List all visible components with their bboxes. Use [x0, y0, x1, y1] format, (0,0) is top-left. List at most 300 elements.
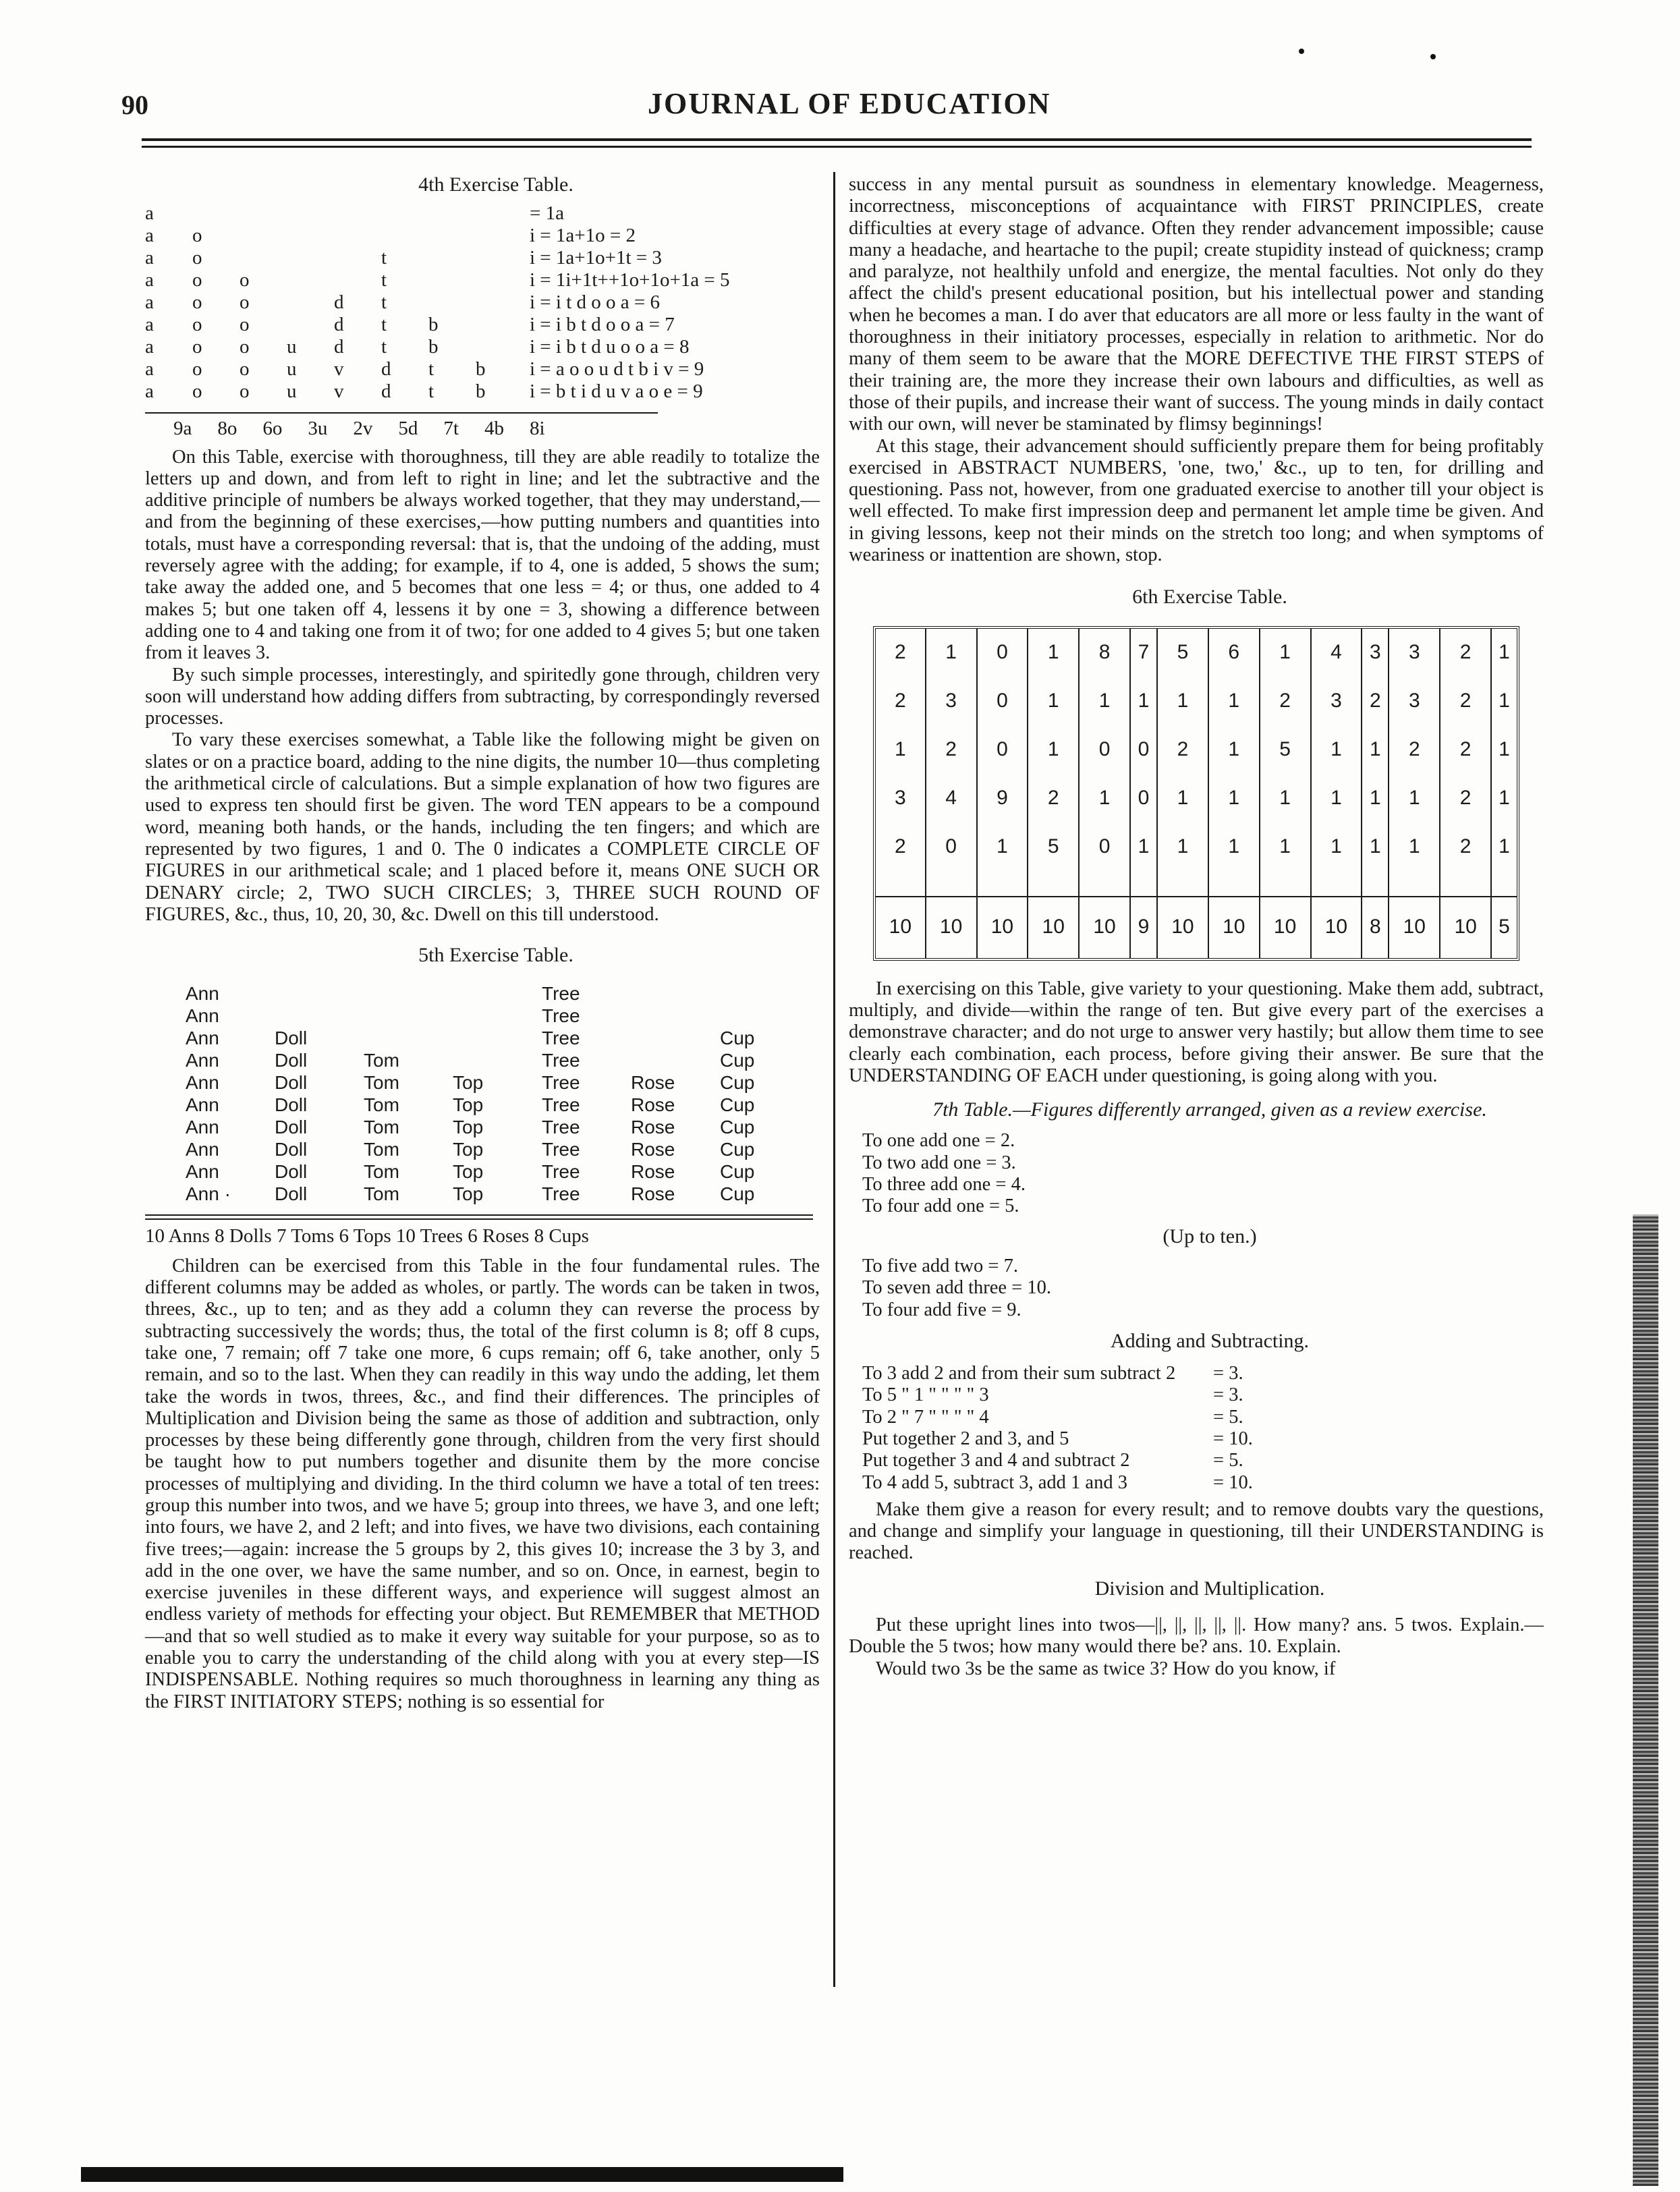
table-cell: 1 — [926, 629, 977, 677]
table-cell: 2 — [1157, 726, 1208, 775]
table-cell: 1 — [1389, 775, 1440, 823]
table-cell: Ann — [186, 1028, 219, 1049]
table-cell: 0 — [977, 677, 1028, 726]
table-cell — [476, 247, 523, 269]
table-cell: Doll — [275, 1072, 308, 1094]
table-cell: 1 — [1311, 775, 1362, 823]
table-cell — [1208, 872, 1260, 897]
table-cell: a — [145, 247, 154, 269]
table-cell: Doll — [275, 1139, 308, 1160]
table-cell: 1 — [1260, 629, 1311, 677]
table-cell: 1 — [894, 738, 906, 761]
table-cell — [240, 225, 287, 247]
table-cell: Rose — [631, 1094, 675, 1116]
table-cell: Cup — [720, 1050, 755, 1071]
table-row — [186, 1138, 809, 1160]
table-cell: i = 1a+1o = 2 — [530, 225, 636, 247]
table-cell: Ann — [186, 1094, 219, 1116]
table-cell: o — [192, 247, 202, 269]
table-cell — [631, 1005, 720, 1027]
table-total: 9a — [173, 418, 192, 440]
table6 — [876, 629, 1517, 958]
table-cell: o — [192, 336, 202, 358]
table-cell: a — [145, 381, 154, 403]
table-cell: o — [192, 381, 202, 403]
table-cell: o — [240, 314, 250, 336]
table-cell: t — [381, 314, 387, 336]
table-cell: 1 — [1208, 726, 1260, 775]
table-cell — [287, 225, 334, 247]
table-cell: Doll — [275, 1050, 308, 1071]
table-cell — [453, 1049, 542, 1071]
table-cell: Cup — [720, 1139, 755, 1160]
table-cell: d — [334, 291, 344, 314]
table-cell: 2 — [1440, 823, 1491, 872]
table-cell — [381, 202, 428, 225]
table-cell: 1 — [1157, 775, 1208, 823]
table-cell: 1 — [1260, 823, 1311, 872]
table-cell: 1 — [1130, 823, 1157, 872]
table-total: 10 — [1028, 897, 1079, 958]
table-cell — [287, 247, 334, 269]
table-cell: Tree — [542, 1072, 580, 1094]
table-cell: b — [428, 336, 439, 358]
table-cell: Tom — [364, 1161, 399, 1183]
table-cell: d — [334, 314, 344, 336]
paragraph: By such simple processes, interestingly, and spiritedly gone through, children very soon will understand how adding differs from subtracting, by correspondingly reversed processes. — [145, 664, 820, 729]
table-cell: 2 — [1362, 677, 1389, 726]
table-cell: Doll — [275, 1183, 308, 1205]
table-cell — [381, 225, 428, 247]
table-total: 10 — [1208, 897, 1260, 958]
table-cell: o — [192, 269, 202, 291]
table-row — [145, 381, 730, 403]
ink-speck — [1430, 54, 1436, 59]
equation: To four add one = 5. — [862, 1196, 1019, 1217]
table-cell: Cup — [720, 1183, 755, 1205]
table-total: 10 — [1079, 897, 1130, 958]
table-cell — [1362, 872, 1389, 897]
division-heading: Division and Multiplication. — [1094, 1577, 1325, 1600]
table-cell: Top — [453, 1094, 484, 1116]
table-total: 10 — [977, 897, 1028, 958]
ink-speck — [1299, 49, 1304, 54]
table-cell: 1 — [1130, 677, 1157, 726]
table-cell — [631, 1027, 720, 1049]
table4 — [145, 202, 730, 403]
table-cell: 1 — [1491, 775, 1517, 823]
paragraph: Would two 3s be the same as twice 3? How do you know, if — [876, 1658, 1336, 1679]
adding-heading: Adding and Subtracting. — [1110, 1329, 1310, 1352]
table-cell: 1 — [1208, 775, 1260, 823]
table-row — [186, 1049, 809, 1071]
table-cell — [1028, 872, 1079, 897]
table-cell: Top — [453, 1183, 484, 1205]
table-cell: 1 — [1079, 677, 1130, 726]
table-cell: t — [428, 381, 435, 403]
table-cell: Rose — [631, 1139, 675, 1160]
table6-frame — [873, 626, 1519, 961]
adding-left: To 5 " 1 " " " " 3 — [862, 1384, 989, 1406]
table-cell — [926, 872, 977, 897]
table-row — [145, 291, 730, 314]
equation-list — [862, 1130, 1544, 1217]
table-cell — [720, 982, 809, 1005]
column-divider — [833, 172, 835, 1987]
table-cell — [977, 872, 1028, 897]
table-cell: = 1a — [530, 202, 564, 225]
header-rule-top — [142, 138, 1532, 141]
table-cell: 1 — [977, 823, 1028, 872]
table-cell: Cup — [720, 1072, 755, 1094]
table-cell — [334, 202, 381, 225]
table-cell: Tom — [364, 1094, 399, 1116]
table-cell: Top — [453, 1117, 484, 1138]
table-cell: 1 — [1028, 726, 1079, 775]
table-cell: o — [192, 358, 202, 381]
table-cell: Ann — [186, 1161, 219, 1183]
table7-heading: 7th Table.—Figures differently arranged, given as a review exercise. — [932, 1098, 1487, 1121]
table-cell — [1491, 872, 1517, 897]
table4-rule — [145, 412, 658, 414]
adding-row — [862, 1450, 1544, 1471]
table-cell — [476, 202, 523, 225]
table-total: 10 — [876, 897, 926, 958]
table-cell — [287, 291, 334, 314]
table-row — [186, 1160, 809, 1183]
table-cell: i = a o o u d t b i v = 9 — [530, 358, 704, 381]
table-cell: Cup — [720, 1094, 755, 1116]
adding-list — [862, 1363, 1544, 1494]
table-cell: o — [192, 314, 202, 336]
table-row — [186, 1027, 809, 1049]
table-cell: i = i b t d o o a = 7 — [530, 314, 675, 336]
table-total: 10 — [1157, 897, 1208, 958]
table-cell: 1 — [1311, 823, 1362, 872]
table-cell: Doll — [275, 1094, 308, 1116]
table-total: 7t — [443, 418, 459, 440]
table-cell — [1389, 872, 1440, 897]
adding-row — [862, 1363, 1544, 1384]
table-cell: Rose — [631, 1072, 675, 1094]
table-cell: a — [145, 336, 154, 358]
table-cell: a — [145, 202, 154, 225]
table-cell: Tree — [542, 983, 580, 1005]
table-cell: 1 — [1157, 677, 1208, 726]
table-cell: 1 — [1208, 677, 1260, 726]
table-cell — [476, 336, 523, 358]
table5-heading: 5th Exercise Table. — [418, 944, 573, 967]
table-total: 10 — [1440, 897, 1491, 958]
table-cell: 2 — [894, 690, 906, 712]
table-cell: 2 — [894, 641, 906, 664]
table-cell: 3 — [1362, 629, 1389, 677]
table-cell: a — [145, 291, 154, 314]
table-cell: a — [145, 358, 154, 381]
table-cell: 3 — [926, 677, 977, 726]
paragraph: On this Table, exercise with thoroughness, till they are able readily to totalize the letters up and down, and from left to right in line; and let the subtractive and the additive principle of numbers be always worked together, that they may understand,—and from the beginning of these exercises,—how putting numbers and quantities into totals, must have a corresponding reversal: that is, that the undoing of the adding, must reversely agree with the adding; for example, if to 4, one is added, 5 shows the sum; take away the added one, and 5 becomes that one less = 4; or thus, one added to 4 makes 5; but one taken off 4, lessens it by one = 3, showing a difference between adding one to 4 and taking one from it of two; for one added to 4 gives 5; but one taken from it leaves 3. — [145, 446, 820, 664]
table-cell: o — [240, 336, 250, 358]
table-cell — [1130, 872, 1157, 897]
table-cell: t — [381, 247, 387, 269]
table-cell: u — [287, 381, 297, 403]
paragraph: To vary these exercises somewhat, a Table like the following might be given on slates or on a practice board, adding to the nine digits, the number 10—thus completing the arithmetical circle of calculations. But a simple explanation of how two figures are used to express ten should first be given. The word TEN appears to be a compound word, meaning both hands, or the hands, including the ten fingers; and which are represented by two figures, 1 and 0. The 0 indicates a COMPLETE CIRCLE OF FIGURES in our arithmetical scale; and 1 placed before it, means ONE SUCH OR DENARY circle; 2, TWO SUCH CIRCLES; 3, THREE SUCH ROUND OF FIGURES, &c., thus, 10, 20, 30, &c. Dwell on this till understood. — [145, 729, 820, 925]
table-cell: b — [428, 314, 439, 336]
table4-heading: 4th Exercise Table. — [418, 173, 573, 196]
table-cell: 3 — [894, 787, 906, 810]
table-cell: i = 1i+1t++1o+1o+1a = 5 — [530, 269, 730, 291]
table-cell: Ann — [186, 1139, 219, 1160]
table-cell: Doll — [275, 1161, 308, 1183]
table-cell: t — [381, 291, 387, 314]
paragraph: Children can be exercised from this Table in the four fundamental rules. The different columns may be added as wholes, or partly. The words can be taken in twos, threes, &c., up to ten; and as they add a column they can reverse the process by subtracting successively the words; thus, the total of the first column is 8; off 8 cups, take one, 7 remain; off 7 take one more, 6 cups remain; off 6, take another, only 5 remain, and so to the last. When they can readily in this way undo the adding, let them take the words in twos, threes, &c., and find their differences. The principles of Multiplication and Division being the same as those of addition and subtraction, only processes by these being differently gone through, children from the very first should be taught how to put numbers together and disunite them by the more concise processes of multiplying and dividing. In the third column we have a total of ten trees: group this number into twos, and we have 5; group into threes, we have 3, and one left; into fours, we have 2, and 2 left; and into fives, we have two divisions, each containing five trees;—again: increase the 5 groups by 2, this gives 10; increase the 3 by 3, and add in the one over, we have the same number, and so on. Once, in earnest, begin to exercise juveniles in these different ways, and experience will suggest almost an endless variety of methods for effecting your object. But REMEMBER that METHOD—and that so well studied as to make it every way suitable for your purpose, so as to enable you to carry the understanding of the child along with you at every step—IS INDISPENSABLE. Nothing requires so much thoroughness in learning any thing as the FIRST INITIATORY STEPS; nothing is so essential for — [145, 1255, 820, 1712]
table-cell — [631, 1049, 720, 1071]
table-cell — [275, 982, 364, 1005]
table-cell: Tree — [542, 1139, 580, 1160]
table-cell: Doll — [275, 1117, 308, 1138]
table-cell: 4 — [926, 775, 977, 823]
table-cell: i = 1a+1o+1t = 3 — [530, 247, 662, 269]
table-cell — [364, 1005, 453, 1027]
table5-rule — [145, 1218, 813, 1220]
table-cell: 1 — [1362, 775, 1389, 823]
table-cell: Tom — [364, 1050, 399, 1071]
scan-edge-strip — [1633, 1214, 1658, 2186]
table-cell — [476, 225, 523, 247]
table-cell: Rose — [631, 1183, 675, 1205]
table-cell: Tree — [542, 1161, 580, 1183]
table-cell: o — [240, 358, 250, 381]
header-rule-bottom — [142, 146, 1532, 148]
table-cell: v — [334, 358, 344, 381]
table-row — [186, 1005, 809, 1027]
table-cell: i = i t d o o a = 6 — [530, 291, 661, 314]
table-cell: 0 — [977, 726, 1028, 775]
equation: To four add five = 9. — [862, 1299, 1021, 1320]
table-cell — [1157, 872, 1208, 897]
table-cell: 1 — [1389, 823, 1440, 872]
paragraph: success in any mental pursuit as soundness in elementary knowledge. Meagerness, incorrectness, misconceptions of acquaintance with FIRST PRINCIPLES, create difficulties at every stage of advance. Often they render advancement impossible; cause many a headache, and heartache to the pupil; create stupidity instead of quickness; cramp and paralyze, not healthily unfold and energize, the mental faculties. Not only do they affect the child's present educational position, but his intellectual power and standing when he becomes a man. I do aver that educators are all more or less faulty in the want of thoroughness in their initiatory processes, especially in relation to arithmetic. Nor do many of them seem to be aware that the MORE DEFECTIVE THE FIRST STEPS of their training are, the more they increase their own labours and difficulties, as well as those of their pupils, and increase their want of success. The young minds in daily contact with our own, will never be staminated by flimsy beginnings! — [849, 174, 1544, 435]
table-cell: Ann — [186, 1050, 219, 1071]
table-cell: 3 — [1311, 677, 1362, 726]
table-cell: 1 — [1028, 677, 1079, 726]
table-total: 9 — [1130, 897, 1157, 958]
table-cell — [1311, 872, 1362, 897]
table-cell: b — [476, 358, 486, 381]
table-total: 10 — [1311, 897, 1362, 958]
table-cell: Ann · — [186, 1183, 231, 1205]
equation: To three add one = 4. — [862, 1174, 1026, 1196]
table-cell: v — [334, 381, 344, 403]
table-row — [876, 629, 1517, 677]
table-cell: 1 — [1079, 775, 1130, 823]
table-cell: Tree — [542, 1005, 580, 1027]
table-cell — [453, 1005, 542, 1027]
table-cell: 1 — [1491, 823, 1517, 872]
table-cell: Top — [453, 1072, 484, 1094]
up-to-ten: (Up to ten.) — [1163, 1225, 1257, 1247]
table-row — [145, 314, 730, 336]
table-cell — [428, 202, 476, 225]
table-cell: 6 — [1208, 629, 1260, 677]
table-cell — [334, 247, 381, 269]
table-cell: Tree — [542, 1183, 580, 1205]
table-cell: Doll — [275, 1028, 308, 1049]
table-cell — [476, 314, 523, 336]
table-cell: 2 — [1440, 629, 1491, 677]
table-cell — [364, 982, 453, 1005]
table-cell: Top — [453, 1161, 484, 1183]
adding-row — [862, 1428, 1544, 1450]
table-cell: 2 — [926, 726, 977, 775]
table-cell: 1 — [1491, 677, 1517, 726]
table-cell — [334, 225, 381, 247]
table-cell — [275, 1005, 364, 1027]
adding-left: To 2 " 7 " " " " 4 — [862, 1406, 989, 1428]
table-cell: Tree — [542, 1094, 580, 1116]
paragraph: At this stage, their advancement should sufficiently prepare them for being profitably exercised in ABSTRACT NUMBERS, 'one, two,' &c., up to ten, for drilling and questioning. Pass not, however, from one graduated exercise to another till your object is well effected. To make first impression deep and permanent let ample time be given. And in giving lessons, keep not their minds on the stretch too long; and when symptoms of weariness or inattention are shown, stop. — [849, 435, 1544, 566]
table-total: 10 — [1260, 897, 1311, 958]
table-total: 2v — [353, 418, 373, 440]
adding-left: Put together 2 and 3, and 5 — [862, 1428, 1069, 1449]
adding-row — [862, 1472, 1544, 1494]
table-row — [876, 823, 1517, 872]
scan-edge-bar — [81, 2167, 843, 2182]
table-row — [186, 1116, 809, 1138]
table-cell: 3 — [1389, 629, 1440, 677]
table-cell: 0 — [1079, 726, 1130, 775]
table-cell: 2 — [894, 835, 906, 858]
table-cell — [428, 247, 476, 269]
adding-right: = 3. — [1213, 1363, 1243, 1384]
table-cell: Tree — [542, 1028, 580, 1049]
adding-right: = 5. — [1213, 1406, 1243, 1428]
table-cell: 1 — [1157, 823, 1208, 872]
table-cell: a — [145, 225, 154, 247]
table-cell: i = b t i d u v a o e = 9 — [530, 381, 703, 403]
table-cell — [192, 202, 240, 225]
table-row — [145, 202, 730, 225]
table-row — [186, 1183, 809, 1205]
table-cell: 5 — [1028, 823, 1079, 872]
table-cell: 1 — [1362, 823, 1389, 872]
table-row — [145, 358, 730, 381]
adding-right: = 10. — [1213, 1471, 1253, 1493]
adding-row — [862, 1407, 1544, 1428]
table-cell: Cup — [720, 1161, 755, 1183]
table-row — [145, 336, 730, 358]
table-cell: 2 — [1440, 726, 1491, 775]
table-cell: a — [145, 269, 154, 291]
table-cell — [287, 202, 334, 225]
table5-rule — [145, 1214, 813, 1216]
table-cell: Tom — [364, 1117, 399, 1138]
table-cell: Tom — [364, 1072, 399, 1094]
table-gap — [876, 872, 1517, 897]
table-total: 4b — [484, 418, 504, 440]
table-cell: 9 — [977, 775, 1028, 823]
table-cell: i = i b t d u o o a = 8 — [530, 336, 690, 358]
table-cell: 2 — [1440, 677, 1491, 726]
table-cell — [428, 225, 476, 247]
table-cell: Rose — [631, 1161, 675, 1183]
table-cell: u — [287, 358, 297, 381]
table-cell: 1 — [1491, 726, 1517, 775]
equation: To two add one = 3. — [862, 1152, 1016, 1173]
table6-heading: 6th Exercise Table. — [1132, 586, 1287, 609]
adding-left: Put together 3 and 4 and subtract 2 — [862, 1450, 1130, 1471]
table5 — [186, 982, 809, 1205]
table-cell — [631, 982, 720, 1005]
table-cell: 2 — [1260, 677, 1311, 726]
table-cell: 2 — [1389, 726, 1440, 775]
adding-left: To 4 add 5, subtract 3, add 1 and 3 — [862, 1471, 1127, 1493]
table-cell — [1440, 872, 1491, 897]
table-total: 6o — [262, 418, 283, 440]
table-cell: 2 — [1440, 775, 1491, 823]
table-cell: o — [192, 291, 202, 314]
table-cell — [287, 314, 334, 336]
table-cell: Rose — [631, 1117, 675, 1138]
table-cell — [453, 1027, 542, 1049]
table-cell — [1079, 872, 1130, 897]
table-cell: 1 — [1208, 823, 1260, 872]
table-cell: t — [381, 269, 387, 291]
table-cell — [876, 872, 926, 897]
table-cell: Ann — [186, 983, 219, 1005]
table-cell: 0 — [1130, 726, 1157, 775]
table-cell: 0 — [977, 629, 1028, 677]
table-total: 10 — [1389, 897, 1440, 958]
table-cell: Tree — [542, 1117, 580, 1138]
table-cell — [1260, 872, 1311, 897]
table-cell: Top — [453, 1139, 484, 1160]
table-cell: 1 — [1491, 629, 1517, 677]
table-cell: 2 — [1028, 775, 1079, 823]
paragraph: In exercising on this Table, give variety to your questioning. Make them add, subtract, multiply, and divide—within the range of ten. But give every part of the exercises a demonstrave character; and do not urge to answer very hastily; but allow them time to see clearly each combination, each process, before giving their answer. Be sure that the UNDERSTANDING OF EACH under questioning, is going along with you. — [849, 978, 1544, 1086]
equation: To seven add three = 10. — [862, 1277, 1051, 1299]
table4-totals — [173, 418, 820, 439]
paragraph: Put these upright lines into twos—||, ||, ||, ||, ||. How many? ans. 5 twos. Explain.—Double the 5 twos; how many would there be? ans. 10. Explain. — [849, 1614, 1544, 1658]
equation: To one add one = 2. — [862, 1130, 1015, 1152]
table-cell — [364, 1027, 453, 1049]
page-number: 90 — [121, 90, 148, 120]
paragraph: Make them give a reason for every result; and to remove doubts vary the questions, and change and simplify your language in questioning, till their UNDERSTANDING is reached. — [849, 1498, 1544, 1564]
table-row — [876, 726, 1517, 775]
table-row — [145, 269, 730, 291]
adding-left: To 3 add 2 and from their sum subtract 2 — [862, 1363, 1176, 1384]
adding-right: = 10. — [1213, 1428, 1253, 1449]
table-cell: 3 — [1389, 677, 1440, 726]
table-cell: 5 — [1157, 629, 1208, 677]
table-cell: d — [334, 336, 344, 358]
table-cell: 1 — [1362, 726, 1389, 775]
equation: To five add two = 7. — [862, 1255, 1018, 1276]
table-cell — [476, 291, 523, 314]
table-row — [186, 1071, 809, 1094]
table-cell — [476, 269, 523, 291]
table-total: 5d — [398, 418, 418, 440]
table-cell: t — [381, 336, 387, 358]
table-cell: 0 — [926, 823, 977, 872]
table-row — [145, 247, 730, 269]
table-total: 8i — [529, 418, 545, 440]
table-total: 8 — [1362, 897, 1389, 958]
journal-title: JOURNAL OF EDUCATION — [648, 87, 1051, 120]
table-cell: Cup — [720, 1117, 755, 1138]
table-cell: Tree — [542, 1050, 580, 1071]
table-row — [186, 1094, 809, 1116]
